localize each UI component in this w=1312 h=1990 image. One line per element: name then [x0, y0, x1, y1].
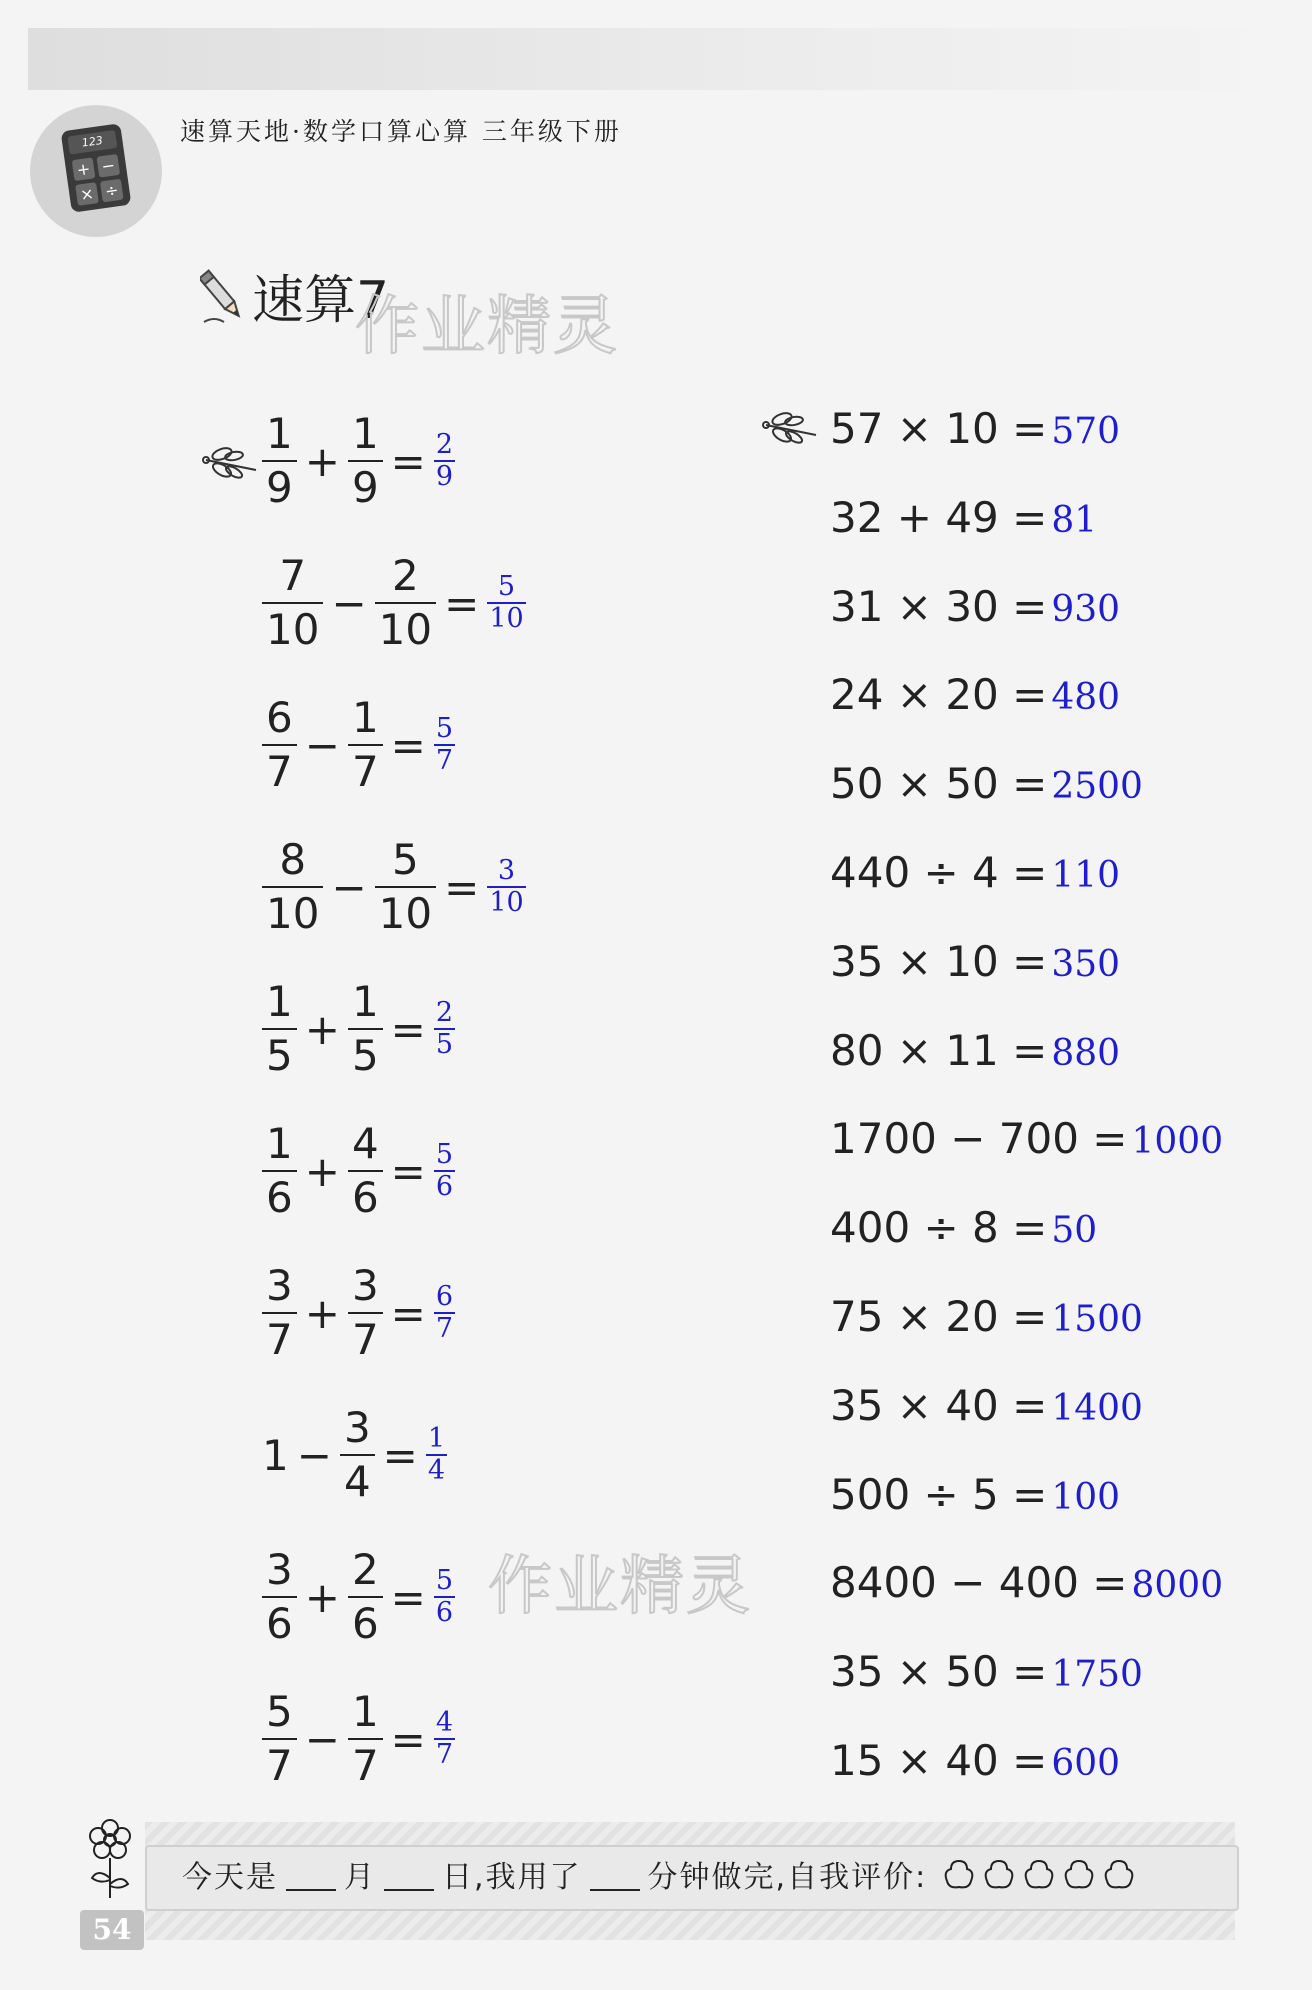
- answer: 100: [1051, 1476, 1121, 1518]
- numerator: 5: [392, 835, 419, 884]
- denominator: 7: [266, 1315, 293, 1364]
- numerator: 1: [266, 409, 293, 458]
- denominator: 6: [351, 1173, 379, 1222]
- arithmetic-problem: [830, 1203, 1097, 1263]
- answer: $\frac{6}{7}$: [435, 1281, 454, 1344]
- fraction: [262, 1688, 297, 1790]
- arithmetic-problem: [830, 582, 1120, 642]
- footer-text-2: 月: [344, 1860, 376, 1895]
- fraction: [340, 1404, 375, 1506]
- answer: 1500: [1051, 1299, 1143, 1340]
- self-evaluation-line: [182, 1852, 1139, 1903]
- fraction: [348, 410, 383, 512]
- arithmetic-problem: [830, 1114, 1223, 1174]
- arithmetic-problem: [830, 1558, 1223, 1618]
- equals-sign: =: [390, 720, 426, 770]
- equals-sign: =: [390, 436, 426, 486]
- arithmetic-problem: [830, 404, 1120, 464]
- equals-sign: =: [390, 1714, 426, 1764]
- expression: 35 × 40 =: [830, 1380, 1048, 1430]
- fraction: [375, 552, 436, 654]
- rating-flower-icon[interactable]: [985, 1861, 1012, 1887]
- equals-sign: =: [390, 1288, 426, 1338]
- denominator: 7: [266, 1741, 293, 1790]
- fraction: [348, 1120, 383, 1222]
- expression: 8400 − 400 =: [830, 1558, 1128, 1608]
- numerator: 6: [266, 693, 293, 742]
- operator: +: [304, 1146, 340, 1196]
- fraction-problem: [262, 410, 455, 520]
- answer: 2500: [1051, 766, 1143, 808]
- arithmetic-problem: [830, 759, 1143, 819]
- operator: −: [304, 1714, 340, 1764]
- fraction: [262, 836, 323, 938]
- equals-sign: =: [444, 578, 480, 628]
- fraction-problem: [262, 1546, 455, 1656]
- footer-text-3: 日,我用了: [442, 1860, 582, 1895]
- operator: −: [331, 862, 367, 912]
- numerator: 1: [351, 1687, 379, 1736]
- rating-flower-icon[interactable]: [1105, 1861, 1132, 1887]
- numerator: 3: [266, 1545, 293, 1594]
- rating-flowers: [939, 1855, 1139, 1903]
- operator: +: [304, 436, 340, 486]
- fraction-problem: [262, 1120, 455, 1230]
- calculator-screen: 123: [67, 130, 117, 155]
- numerator: 3: [351, 1261, 379, 1310]
- expression: 440 ÷ 4 =: [830, 848, 1048, 897]
- watermark: 作业精灵: [355, 290, 619, 364]
- expression: 400 ÷ 8 =: [830, 1203, 1048, 1253]
- numerator: 8: [279, 835, 307, 884]
- dragonfly-icon: [200, 440, 260, 490]
- operator: −: [304, 720, 340, 770]
- numerator: 1: [351, 977, 379, 1026]
- fraction-problem: [262, 978, 455, 1088]
- denominator: 7: [266, 747, 293, 796]
- arithmetic-problem: [830, 1292, 1143, 1352]
- answer: 110: [1051, 855, 1121, 896]
- operator: −: [296, 1430, 332, 1480]
- denominator: 7: [351, 1741, 379, 1790]
- month-blank[interactable]: [286, 1889, 336, 1891]
- fraction: [375, 836, 436, 938]
- day-blank[interactable]: [384, 1889, 434, 1891]
- section-title: 速算7: [252, 271, 390, 331]
- fraction: [348, 1546, 383, 1648]
- expression: 35 × 10 =: [830, 936, 1048, 986]
- fraction: [262, 1262, 297, 1364]
- minutes-blank[interactable]: [590, 1889, 640, 1891]
- arithmetic-problem: [830, 937, 1120, 997]
- answer: $\frac{5}{6}$: [435, 1565, 454, 1628]
- rating-flower-icon[interactable]: [945, 1861, 972, 1887]
- fraction-problem: [262, 1688, 455, 1798]
- fraction: [262, 1546, 297, 1648]
- numerator: 1: [351, 693, 379, 742]
- pencil-icon: [200, 266, 244, 326]
- flower-icon: [80, 1818, 140, 1908]
- fraction-problem: [262, 694, 455, 804]
- equals-sign: =: [390, 1004, 426, 1054]
- numerator: 1: [351, 409, 379, 458]
- equals-sign: =: [444, 862, 480, 912]
- fraction: [348, 1688, 383, 1790]
- answer: 930: [1051, 588, 1121, 630]
- answer: $\frac{5}{6}$: [435, 1139, 454, 1202]
- arithmetic-problem: [830, 1381, 1143, 1441]
- answer: 570: [1051, 411, 1121, 452]
- answer: $\frac{2}{9}$: [435, 429, 454, 492]
- expression: 75 × 20 =: [830, 1292, 1048, 1341]
- answer: 350: [1051, 943, 1121, 985]
- expression: 500 ÷ 5 =: [830, 1469, 1048, 1519]
- arithmetic-problem: [830, 1736, 1120, 1796]
- denominator: 7: [351, 1315, 379, 1364]
- fraction: [262, 410, 297, 512]
- expression: 24 × 20 =: [830, 670, 1048, 720]
- expression: 31 × 30 =: [830, 581, 1048, 631]
- answer: $\frac{5}{10}$: [489, 571, 524, 634]
- expression: 80 × 11 =: [830, 1025, 1048, 1075]
- arithmetic-problem: [830, 1647, 1143, 1707]
- answer: $\frac{2}{5}$: [435, 997, 454, 1060]
- expression: 15 × 40 =: [830, 1736, 1048, 1785]
- denominator: 4: [343, 1457, 371, 1506]
- answer: 600: [1051, 1743, 1121, 1784]
- header-band: [28, 28, 1288, 90]
- fraction-problem: [262, 836, 526, 946]
- denominator: 6: [351, 1599, 379, 1648]
- answer: 1750: [1051, 1654, 1143, 1696]
- page-number: 54: [80, 1910, 144, 1950]
- fraction: [262, 978, 297, 1080]
- arithmetic-problem: [830, 493, 1097, 553]
- fraction-problem: [262, 1262, 455, 1372]
- operator: +: [304, 1004, 340, 1054]
- arithmetic-problem: [830, 1026, 1120, 1086]
- numerator: 3: [343, 1403, 371, 1452]
- denominator: 9: [351, 463, 379, 512]
- dragonfly-icon: [760, 405, 820, 455]
- answer: 1000: [1131, 1121, 1224, 1163]
- denominator: 9: [266, 463, 293, 512]
- arithmetic-problem: [830, 1470, 1120, 1530]
- denominator: 10: [378, 605, 433, 654]
- expression: 57 × 10 =: [830, 404, 1048, 453]
- denominator: 10: [378, 889, 433, 938]
- fraction: [348, 978, 383, 1080]
- operator: +: [304, 1288, 340, 1338]
- fraction-problem: [262, 1404, 447, 1514]
- arithmetic-problem: [830, 848, 1120, 908]
- answer: 8000: [1131, 1565, 1224, 1607]
- numerator: 1: [266, 1119, 293, 1168]
- numerator: 1: [266, 977, 293, 1026]
- denominator: 5: [266, 1031, 293, 1080]
- footer-text-1: 今天是: [182, 1860, 278, 1895]
- denominator: 10: [266, 889, 320, 938]
- fraction: [348, 694, 383, 796]
- denominator: 10: [266, 605, 320, 654]
- watermark: 作业精灵: [488, 1550, 752, 1624]
- fraction: [348, 1262, 383, 1364]
- answer: $\frac{3}{10}$: [489, 855, 524, 918]
- book-title: 速算天地·数学口算心算 三年级下册: [180, 117, 622, 146]
- expression: 1700 − 700 =: [830, 1114, 1128, 1164]
- denominator: 5: [351, 1031, 379, 1080]
- answer: 480: [1051, 677, 1121, 719]
- footer-text-4: 分钟做完,自我评价:: [647, 1860, 928, 1895]
- numerator: 3: [266, 1261, 293, 1310]
- numerator: 5: [266, 1687, 293, 1736]
- numerator: 7: [279, 551, 307, 600]
- answer: 1400: [1051, 1387, 1143, 1429]
- answer: 880: [1051, 1032, 1121, 1074]
- answer: $\frac{4}{7}$: [435, 1707, 454, 1770]
- numerator: 2: [392, 551, 419, 600]
- answer: 50: [1051, 1210, 1098, 1252]
- denominator: 7: [351, 747, 379, 796]
- operator: −: [331, 578, 367, 628]
- expression: 35 × 50 =: [830, 1647, 1048, 1697]
- answer: 81: [1051, 499, 1098, 541]
- fraction: [262, 694, 297, 796]
- fraction-problem: [262, 552, 526, 662]
- equals-sign: =: [390, 1572, 426, 1622]
- equals-sign: =: [390, 1146, 426, 1196]
- denominator: 6: [266, 1599, 293, 1648]
- whole-number: 1: [262, 1430, 289, 1480]
- fraction: [262, 1120, 297, 1222]
- fraction: [262, 552, 323, 654]
- calculator-icon: 123 + − × ÷: [30, 105, 162, 237]
- rating-flower-icon[interactable]: [1065, 1861, 1092, 1887]
- numerator: 4: [351, 1119, 379, 1168]
- arithmetic-problem: [830, 670, 1120, 730]
- equals-sign: =: [382, 1430, 418, 1480]
- rating-flower-icon[interactable]: [1025, 1861, 1052, 1887]
- answer: $\frac{1}{4}$: [427, 1423, 446, 1486]
- expression: 32 + 49 =: [830, 492, 1048, 542]
- answer: $\frac{5}{7}$: [435, 713, 454, 776]
- numerator: 2: [351, 1545, 379, 1594]
- expression: 50 × 50 =: [830, 759, 1048, 809]
- operator: +: [304, 1572, 340, 1622]
- denominator: 6: [266, 1173, 293, 1222]
